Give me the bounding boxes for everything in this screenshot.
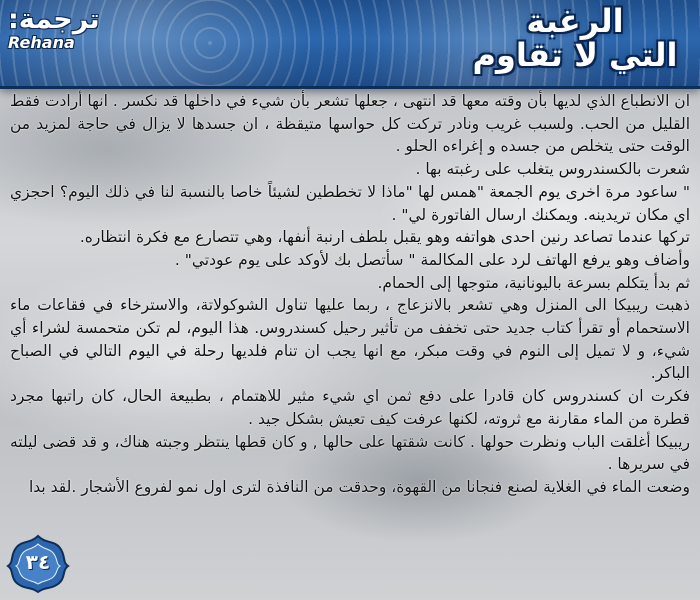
paragraph: ريبيكا أغلقت الباب ونظرت حولها . كانت شقتها على حالها , و كان قطها ينتظر وجبته هناك، و قد قضى ليلته في سريرها . bbox=[10, 432, 690, 474]
page-body-text bbox=[10, 90, 690, 548]
translator-credit bbox=[8, 4, 138, 52]
title-line-2: التي لا تقاوم bbox=[472, 36, 678, 74]
paragraph: وأضاف وهو يرفع الهاتف لرد على المكالمة " سأتصل بك لأوكد على يوم عودتي" . bbox=[174, 250, 690, 269]
paragraph: وضعت الماء في الغلاية لصنع فنجانا من القهوة، وحدقت من النافذة لترى اول نمو لفروع الأشجار .لقد بدا bbox=[28, 477, 690, 496]
page-number-badge bbox=[6, 534, 70, 594]
translator-label: ترجمة: bbox=[8, 4, 100, 35]
header-band bbox=[0, 0, 700, 89]
paragraph: شعرت بالكسندروس يتغلب على رغبته بها . bbox=[415, 160, 690, 179]
paragraph: " ساعود مرة اخرى يوم الجمعة "همس لها "ماذا لا تخططين لشيئاً خاصا بالنسبة لنا في ذلك اليوم؟ احجزي اي مكان تريدينه. ويمكنك ارسال الفاتورة لي" . bbox=[10, 182, 690, 224]
paragraph: ان الانطباع الذي لديها بأن وقته معها قد انتهى ، جعلها تشعر بأن شيء في داخلها قد نكسر . انها أرادت فقط القليل من الحب. ولسبب غريب ونادر تركت كل حواسها متيقظة ، ان جسدها لا يزال في حاجة لمزيد من الوقت حتى يتخلص من جسده و إغراءه الحلو . bbox=[10, 92, 690, 156]
title-line-1: الرغبة bbox=[526, 2, 624, 40]
paragraph: تركها عندما تصاعد رنين احدى هواتفه وهو يقبل بلطف ارنبة أنفها، وهي تتصارع مع فكرة انتظاره. bbox=[79, 228, 690, 247]
paragraph: ثم بدأ يتكلم بسرعة باليونانية، متوجها إلى الحمام. bbox=[377, 273, 690, 292]
paragraph: فكرت ان كسندروس كان قادرا على دفع ثمن اي شيء مثير للاهتمام ، بطبيعة الحال، كان راتبها مجرد قطرة من الماء مقارنة مع ثروته، لكنها عرفت كيف تعيش بشكل جيد . bbox=[10, 387, 690, 428]
paragraph: ذهبت ريبيكا الى المنزل وهي تشعر بالانزعاج ، ربما عليها تناول الشوكولاتة، والاسترخاء في فقاعات ماء الاستحمام أو تقرأ كتاب جديد حتى تخفف من تأثير رحيل كسندروس. هذا اليوم، لم تكن متحمسة لشراء أي شيء، و لا تميل إلى النوم في وقت مبكر، مع انها يجب ان تنام فلديها رحلة في اليوم التالي في الصباح الباكر. bbox=[10, 296, 690, 383]
page-number: ٣٤ bbox=[25, 550, 51, 574]
translator-name: Rehana bbox=[8, 33, 75, 52]
book-title bbox=[460, 4, 690, 72]
